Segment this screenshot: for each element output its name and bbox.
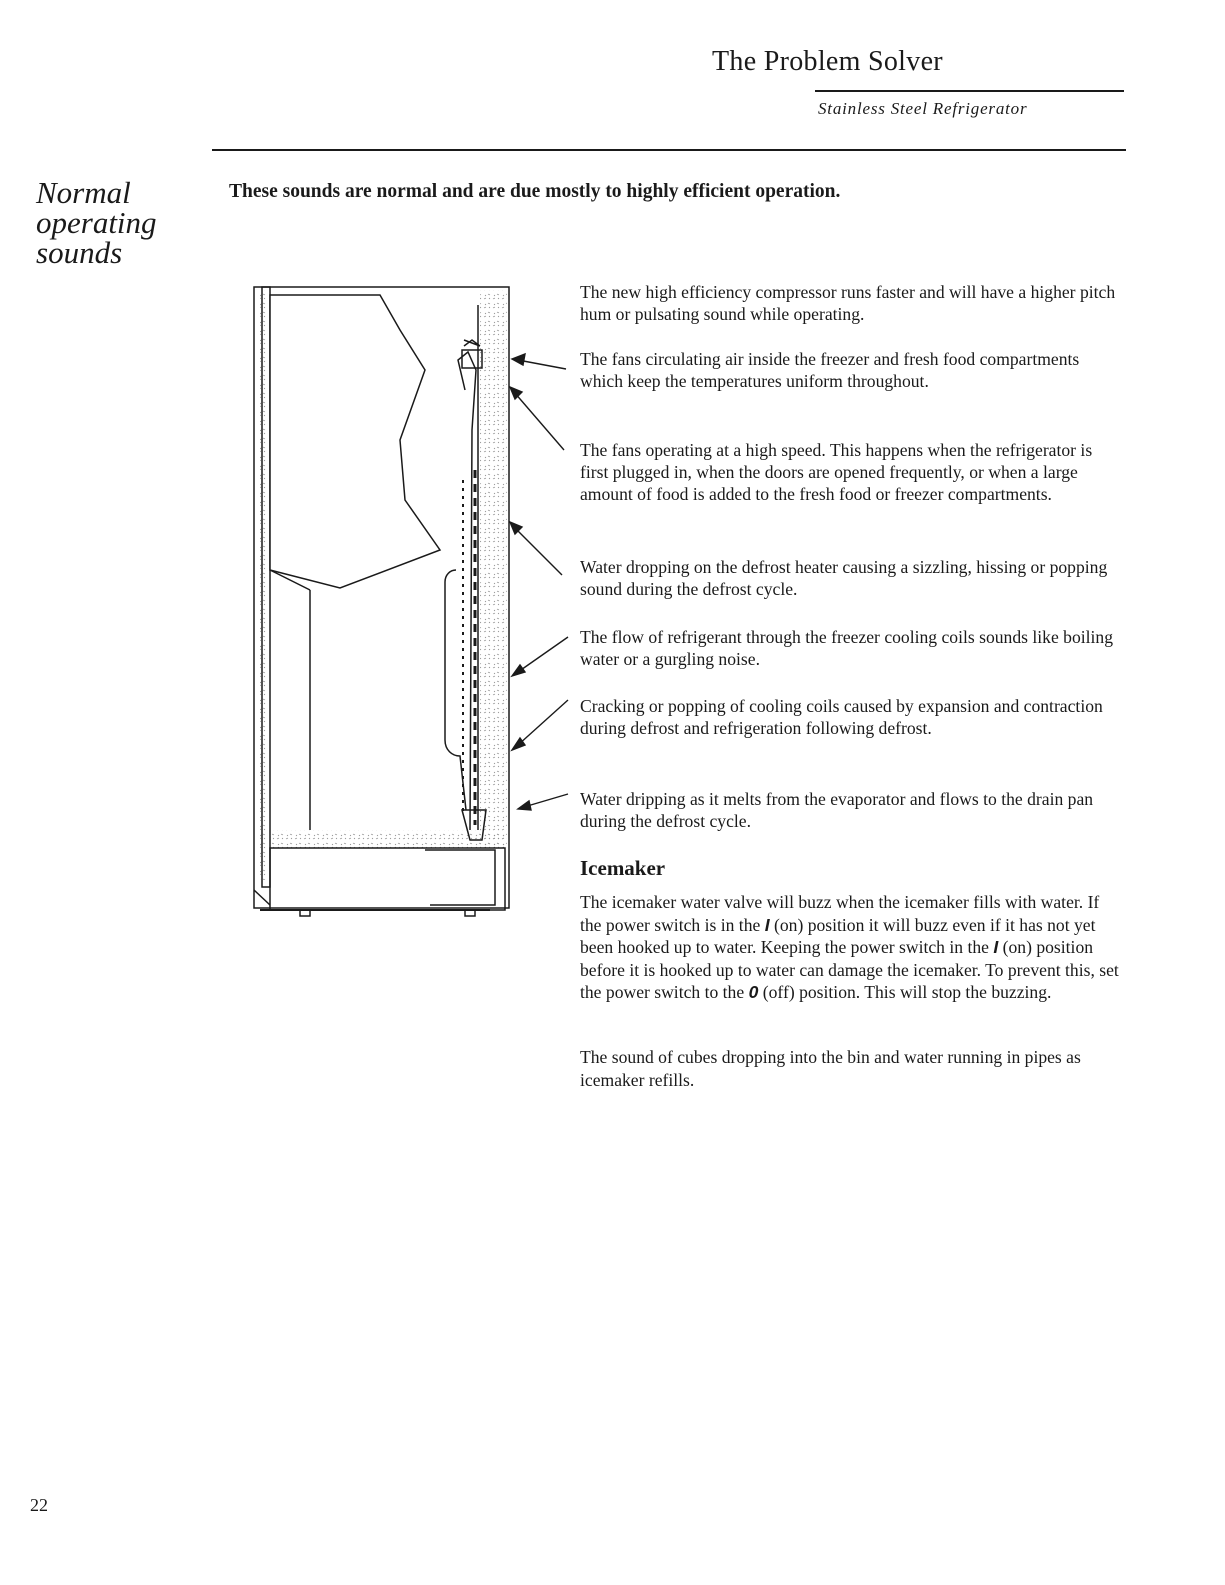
header-rule: [815, 90, 1124, 92]
sound-item-fans-high-speed: The fans operating at a high speed. This happens when the refrigerator is first plugged in, when the doors are opened frequently, or when a large amount of food is added to the fresh food or freezer compartments.: [580, 440, 1093, 504]
off-symbol: 0: [748, 982, 759, 1002]
on-symbol: I: [993, 937, 999, 957]
header-title: The Problem Solver: [712, 46, 943, 77]
sound-item-defrost-heater: Water dropping on the defrost heater causing a sizzling, hissing or popping sound during the defrost cycle.: [580, 557, 1108, 599]
sound-item-compressor: The new high efficiency compressor runs faster and will have a higher pitch hum or pulsating sound while operating.: [580, 282, 1116, 324]
icemaker-paragraph-cubes: The sound of cubes dropping into the bin and water running in pipes as icemaker refills.: [580, 1047, 1081, 1090]
sound-item-cooling-coils: Cracking or popping of cooling coils caused by expansion and contraction during defrost and refrigeration following defrost.: [580, 696, 1103, 738]
icemaker-paragraph-valve: The icemaker water valve will buzz when the icemaker fills with water. If the power switch is in the I (on) position it will buzz even if it has not yet been hooked up to water. Keeping the power switch in the I (on) position before it is hooked up to water can damage the icemaker. To prevent this, set the power switch to the 0 (off) position. This will stop the buzzing.: [580, 892, 1119, 1002]
section-rule: [212, 149, 1126, 151]
section-heading: Normal operating sounds: [36, 175, 157, 270]
header-subtitle: Stainless Steel Refrigerator: [818, 99, 1028, 118]
sound-item-fans-circulating: The fans circulating air inside the freezer and fresh food compartments which keep the temperatures uniform throughout.: [580, 349, 1080, 391]
sound-item-refrigerant-flow: The flow of refrigerant through the freezer cooling coils sounds like boiling water or a gurgling noise.: [580, 627, 1114, 669]
page-number: 22: [30, 1495, 48, 1515]
intro-statement: These sounds are normal and are due mostly to highly efficient operation.: [229, 181, 841, 202]
refrigerator-illustration: [240, 270, 580, 930]
sound-item-water-dripping: Water dripping as it melts from the evaporator and flows to the drain pan during the defrost cycle.: [580, 789, 1094, 831]
on-symbol: I: [764, 914, 770, 935]
icemaker-heading: Icemaker: [580, 856, 666, 880]
